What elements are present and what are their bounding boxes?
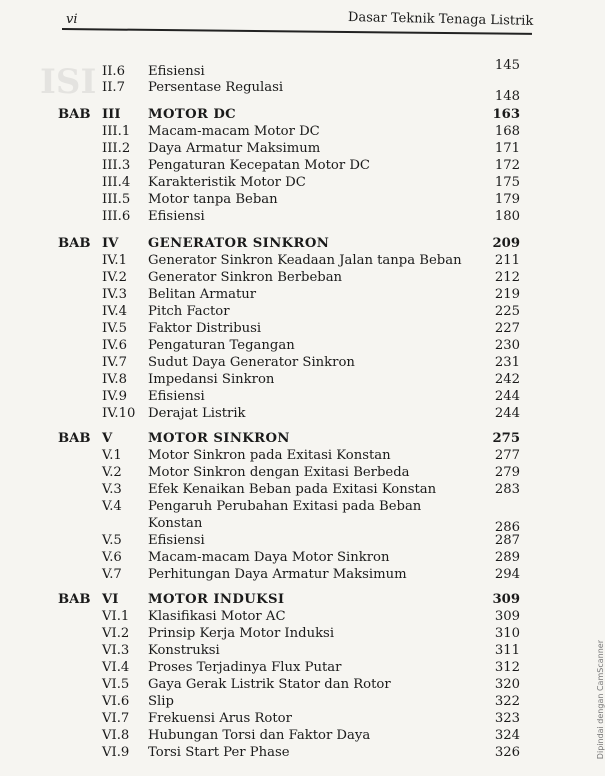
toc-section-number: V.6 [102, 550, 122, 565]
toc-section-title: Karakteristik Motor DC [148, 175, 306, 190]
toc-section-title: GENERATOR SINKRON [148, 236, 330, 251]
toc-section-title: Torsi Start Per Phase [148, 745, 290, 760]
toc-entry-row [0, 728, 600, 745]
toc-page-number: 309 [494, 609, 520, 624]
toc-section-number: II.6 [102, 64, 126, 79]
toc-section-number: IV [102, 236, 119, 251]
toc-bab-label: BAB [58, 592, 91, 607]
toc-section-number: IV.10 [102, 406, 136, 421]
toc-page-number: 279 [494, 465, 520, 480]
toc-section-number: III.1 [102, 124, 131, 139]
toc-entry-row [0, 516, 600, 533]
toc-section-title: MOTOR INDUKSI [148, 592, 285, 607]
toc-page-number: 244 [494, 406, 520, 421]
toc-page-number: 326 [494, 745, 520, 760]
toc-page-number: 277 [494, 448, 520, 463]
toc-section-title: Efisiensi [148, 389, 205, 404]
toc-entry-row [0, 499, 600, 516]
toc-section-number: VI.2 [102, 626, 130, 641]
toc-page-number: 168 [494, 124, 520, 139]
toc-section-title: Klasifikasi Motor AC [148, 609, 286, 624]
toc-section-title: Daya Armatur Maksimum [148, 141, 321, 156]
toc-entry-row [0, 158, 600, 175]
toc-chapter-row [0, 236, 600, 253]
toc-section-title: Efisiensi [148, 209, 205, 224]
toc-page-number: 172 [494, 158, 520, 173]
header-rule [62, 28, 532, 35]
toc-section-number: IV.3 [102, 287, 128, 302]
toc-section-number: IV.8 [102, 372, 128, 387]
toc-entry-row [0, 287, 600, 304]
toc-section-number: V.5 [102, 533, 122, 548]
toc-page-number: 231 [494, 355, 520, 370]
toc-section-title: Motor Sinkron pada Exitasi Konstan [148, 448, 391, 463]
toc-entry-row [0, 745, 600, 762]
toc-entry-row [0, 141, 600, 158]
toc-chapter-row [0, 107, 600, 124]
toc-section-number: III.2 [102, 141, 131, 156]
toc-section-number: VI.6 [102, 694, 130, 709]
toc-entry-row [0, 643, 600, 660]
toc-chapter-row [0, 431, 600, 448]
toc-section-title: Pengaturan Kecepatan Motor DC [148, 158, 371, 173]
toc-section-title: Impedansi Sinkron [148, 372, 275, 387]
toc-section-number: VI [102, 592, 119, 607]
toc-page-number: 244 [494, 389, 520, 404]
toc-entry-row [0, 533, 600, 550]
toc-page-number: 311 [494, 643, 520, 658]
toc-section-number: V.2 [102, 465, 122, 480]
toc-page-number: 180 [494, 209, 520, 224]
toc-section-number: IV.7 [102, 355, 128, 370]
toc-entry-row [0, 465, 600, 482]
toc-bab-label: BAB [58, 107, 91, 122]
toc-entry-row [0, 609, 600, 626]
toc-section-title: Konstan [148, 516, 203, 531]
toc-section-number: V.3 [102, 482, 122, 497]
toc-section-number: VI.1 [102, 609, 130, 624]
bleed-through-mark: ISI [40, 62, 97, 102]
toc-entry-row [0, 355, 600, 372]
toc-section-number: III.3 [102, 158, 131, 173]
toc-page-number: 225 [494, 304, 520, 319]
toc-section-title: Pengaturan Tegangan [148, 338, 295, 353]
toc-section-title: Proses Terjadinya Flux Putar [148, 660, 342, 675]
toc-entry-row [0, 192, 600, 209]
toc-section-number: VI.5 [102, 677, 130, 692]
toc-entry-row [0, 550, 600, 567]
toc-section-title: Frekuensi Arus Rotor [148, 711, 292, 726]
toc-section-title: Efisiensi [148, 533, 205, 548]
toc-section-title: Faktor Distribusi [148, 321, 262, 336]
toc-entry-row [0, 567, 600, 584]
toc-page-number: 211 [494, 253, 520, 268]
toc-section-number: IV.4 [102, 304, 128, 319]
toc-page-number: 163 [492, 107, 520, 122]
toc-entry-row [0, 372, 600, 389]
toc-section-number: VI.8 [102, 728, 130, 743]
toc-page-number: 322 [494, 694, 520, 709]
page-header [0, 0, 600, 36]
toc-section-title: Generator Sinkron Berbeban [148, 270, 343, 285]
toc-page-number: 212 [494, 270, 520, 285]
toc-section-number: VI.7 [102, 711, 130, 726]
toc-section-title: Generator Sinkron Keadaan Jalan tanpa Beban [148, 253, 462, 268]
toc-page-number: 145 [494, 58, 520, 73]
toc-entry-row [0, 406, 600, 423]
toc-entry-row [0, 626, 600, 643]
toc-page-number: 312 [494, 660, 520, 675]
toc-page-number: 242 [494, 372, 520, 387]
toc-page-number: 286 [494, 520, 520, 535]
toc-page-number: 289 [494, 550, 520, 565]
toc-section-title: MOTOR DC [148, 107, 237, 122]
toc-page-number: 309 [492, 592, 520, 607]
toc-section-number: III.6 [102, 209, 131, 224]
scanner-watermark: Dipindai dengan CamScanner [596, 640, 605, 760]
toc-section-title: Hubungan Torsi dan Faktor Daya [148, 728, 371, 743]
toc-entry-row [0, 389, 600, 406]
toc-page-number: 275 [492, 431, 520, 446]
toc-section-number: V.7 [102, 567, 122, 582]
toc-section-number: II.7 [102, 80, 126, 95]
toc-entry-row [0, 694, 600, 711]
toc-page-number: 287 [494, 533, 520, 548]
toc-entry-row [0, 175, 600, 192]
toc-section-title: MOTOR SINKRON [148, 431, 290, 446]
toc-section-title: Belitan Armatur [148, 287, 257, 302]
toc-page-number: 283 [494, 482, 520, 497]
toc-entry-row [0, 321, 600, 338]
book-title: Dasar Teknik Tenaga Listrik [347, 10, 534, 29]
toc-section-number: V.1 [102, 448, 122, 463]
toc-section-title: Perhitungan Daya Armatur Maksimum [148, 567, 407, 582]
toc-section-number: III.5 [102, 192, 131, 207]
toc-page-number: 219 [494, 287, 520, 302]
toc-bab-label: BAB [58, 236, 91, 251]
toc-page-number: 175 [494, 175, 520, 190]
toc-bab-label: BAB [58, 431, 91, 446]
toc-entry-row [0, 58, 600, 81]
toc-entry-row [0, 253, 600, 270]
toc-chapter-row [0, 592, 600, 609]
toc-page-number: 171 [494, 141, 520, 156]
toc-page-number: 179 [494, 192, 520, 207]
toc-section-title: Prinsip Kerja Motor Induksi [148, 626, 335, 641]
toc-entry-row [0, 677, 600, 694]
toc-section-title: Pengaruh Perubahan Exitasi pada Beban [148, 499, 422, 514]
toc-page-number: 209 [492, 236, 520, 251]
toc-section-title: Motor Sinkron dengan Exitasi Berbeda [148, 465, 410, 480]
toc-entry-row [0, 660, 600, 677]
toc-section-title: Macam-macam Daya Motor Sinkron [148, 550, 390, 565]
toc-page-number: 230 [494, 338, 520, 353]
toc-section-number: V [102, 431, 113, 446]
toc-entry-row [0, 711, 600, 728]
toc-section-title: Efisiensi [148, 64, 205, 79]
toc-section-title: Konstruksi [148, 643, 220, 658]
toc-page-number: 323 [494, 711, 520, 726]
toc-section-number: VI.9 [102, 745, 130, 760]
toc-page-number: 310 [494, 626, 520, 641]
toc-page-number: 227 [494, 321, 520, 336]
toc-entry-row [0, 270, 600, 287]
toc-section-number: VI.4 [102, 660, 130, 675]
toc-section-number: IV.9 [102, 389, 128, 404]
toc-entry-row [0, 448, 600, 465]
toc-entry-row [0, 209, 600, 226]
toc-entry-row [0, 304, 600, 321]
toc-section-number: IV.5 [102, 321, 128, 336]
toc-entry-row [0, 482, 600, 499]
page-number: vi [66, 12, 78, 27]
toc-entry-row [0, 124, 600, 141]
toc-section-title: Sudut Daya Generator Sinkron [148, 355, 355, 370]
toc-page-number: 324 [494, 728, 520, 743]
toc-section-title: Gaya Gerak Listrik Stator dan Rotor [148, 677, 391, 692]
toc-section-title: Efek Kenaikan Beban pada Exitasi Konstan [148, 482, 437, 497]
toc-section-title: Macam-macam Motor DC [148, 124, 320, 139]
toc-section-title: Pitch Factor [148, 304, 230, 319]
toc-section-title: Derajat Listrik [148, 406, 246, 421]
toc-section-title: Persentase Regulasi [148, 80, 284, 95]
toc-section-number: IV.6 [102, 338, 128, 353]
toc-section-number: IV.2 [102, 270, 128, 285]
toc-page-number: 294 [494, 567, 520, 582]
toc-section-title: Motor tanpa Beban [148, 192, 278, 207]
toc-page-number: 320 [494, 677, 520, 692]
toc-section-title: Slip [148, 694, 174, 709]
toc-section-number: VI.3 [102, 643, 130, 658]
toc-section-number: IV.1 [102, 253, 128, 268]
toc-section-number: III [102, 107, 121, 122]
toc-page-number: 148 [494, 89, 520, 104]
toc-section-number: V.4 [102, 499, 122, 514]
toc-section-number: III.4 [102, 175, 131, 190]
toc-entry-row [0, 338, 600, 355]
